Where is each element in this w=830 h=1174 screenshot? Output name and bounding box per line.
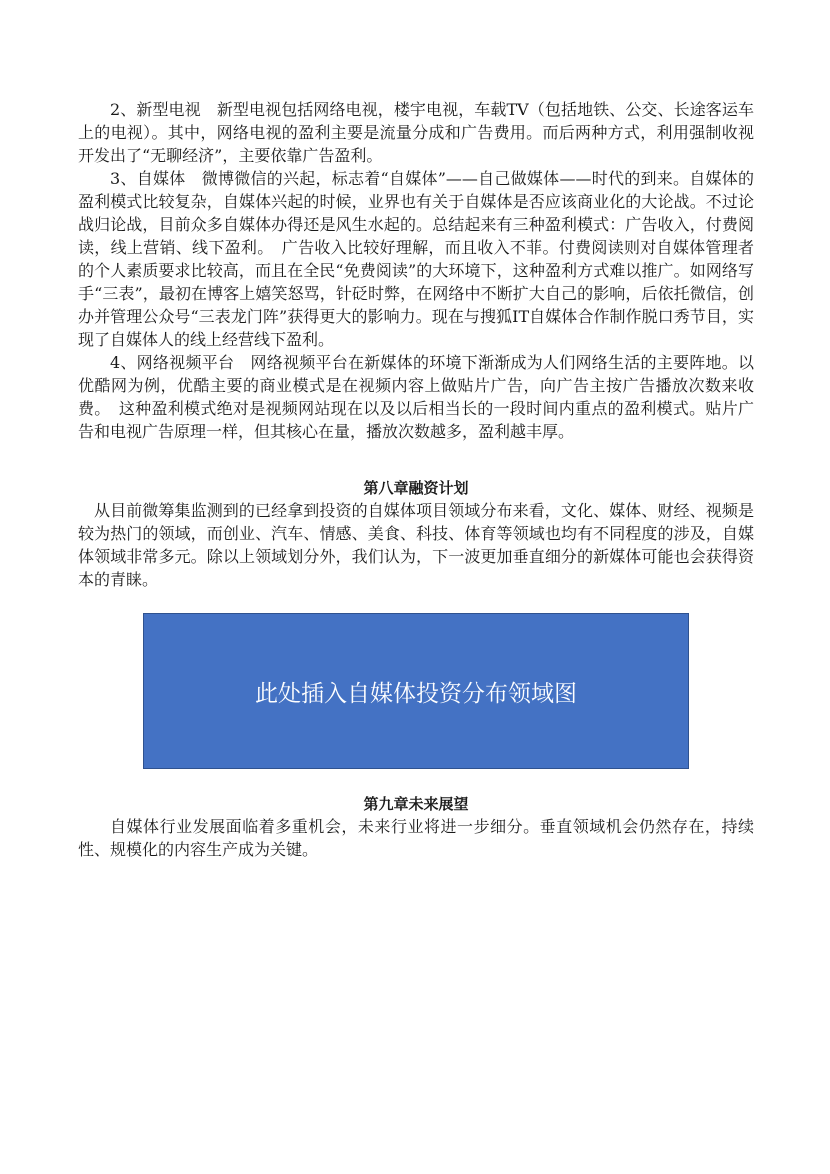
paragraph-video-platform: 4、网络视频平台 网络视频平台在新媒体的环境下渐渐成为人们网络生活的主要阵地。以优酷网为例，优酷主要的商业模式是在视频内容上做贴片广告，向广告主按广告播放次数来收费。 这种盈利模式绝对是视频网站现在以及以后相当长的一段时间内重点的盈利模式。贴片广告和电视广告原理一样，但其核心在量，播放次数越多，盈利越丰厚。 xyxy=(78,353,754,441)
document-page xyxy=(78,98,754,861)
chapter-9-body: 自媒体行业发展面临着多重机会，未来行业将进一步细分。垂直领域机会仍然存在，持续性、规模化的内容生产成为关键。 xyxy=(78,817,754,859)
figure-placeholder-box xyxy=(143,613,689,769)
figure-placeholder-text: 此处插入自媒体投资分布领域图 xyxy=(255,680,577,707)
chapter-9-title: 第九章未来展望 xyxy=(363,795,469,813)
chapter-8-title: 第八章融资计划 xyxy=(363,479,469,497)
paragraph-self-media: 3、自媒体 微博微信的兴起，标志着“自媒体”——自己做媒体——时代的到来。自媒体的盈利模式比较复杂，自媒体兴起的时候，业界也有关于自媒体是否应该商业化的大论战。不过论战归论战，目前众多自媒体办得还是风生水起的。总结起来有三种盈利模式：广告收入，付费阅读，线上营销、线下盈利。 广告收入比较好理解，而且收入不菲。付费阅读则对自媒体管理者的个人素质要求比较高，而且在全民“免费阅读”的大环境下，这种盈利方式难以推广。如网络写手“三表”，最初在博客上嬉笑怒骂，针砭时弊，在网络中不断扩大自己的影响，后依托微信，创办并管理公众号“三表龙门阵”获得更大的影响力。现在与搜狐IT自媒体合作制作脱口秀节目，实现了自媒体人的线上经营线下盈利。 xyxy=(78,169,754,349)
chapter-8-body: 从目前微筹集监测到的已经拿到投资的自媒体项目领域分布来看，文化、媒体、财经、视频是较为热门的领域，而创业、汽车、情感、美食、科技、体育等领域也均有不同程度的涉及，自媒体领域非常多元。除以上领域划分外，我们认为，下一波更加垂直细分的新媒体可能也会获得资本的青睐。 xyxy=(78,501,754,589)
paragraph-new-tv: 2、新型电视 新型电视包括网络电视，楼宇电视，车载TV（包括地铁、公交、长途客运车上的电视）。其中，网络电视的盈利主要是流量分成和广告费用。而后两种方式，利用强制收视开发出了“无聊经济”，主要依靠广告盈利。 xyxy=(78,100,754,165)
